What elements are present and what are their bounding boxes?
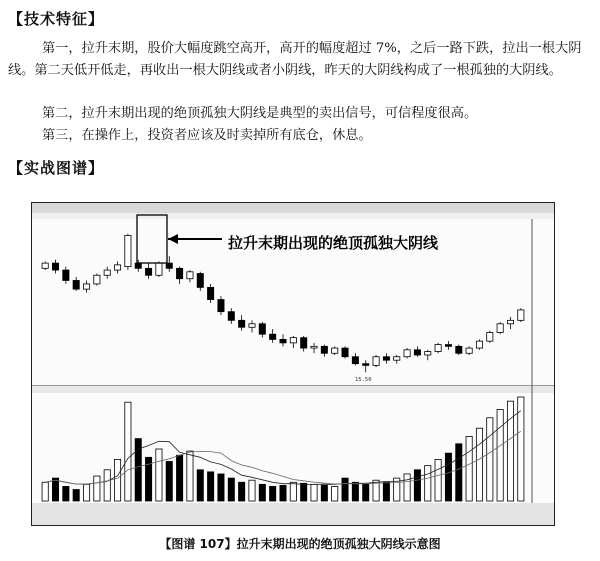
volume-bar <box>507 401 513 501</box>
volume-bar <box>383 482 389 501</box>
volume-bar <box>114 459 120 501</box>
volume-bar <box>445 453 451 501</box>
candle-body <box>476 341 482 348</box>
callout-arrow-head <box>168 234 178 244</box>
candle-body <box>321 346 327 353</box>
volume-bar <box>425 466 431 501</box>
volume-bar <box>352 482 358 501</box>
candle-body <box>197 274 203 288</box>
volume-bar <box>52 478 58 501</box>
section-heading-tech: 【技术特征】 <box>8 10 105 28</box>
candle-body <box>466 348 472 353</box>
candle-body <box>280 339 286 342</box>
candle-body <box>73 280 79 289</box>
candle-body <box>435 345 441 352</box>
volume-bar <box>176 455 182 501</box>
volume-bar <box>270 486 276 501</box>
volume-bar <box>435 459 441 501</box>
low-price-label: 15.50 <box>355 377 372 383</box>
candle-body <box>125 235 131 266</box>
candle-body <box>218 300 224 312</box>
candle-body <box>104 270 110 275</box>
candle-body <box>114 265 120 270</box>
volume-bar <box>156 449 162 501</box>
volume-bar <box>280 485 286 501</box>
candle-body <box>239 320 245 327</box>
candle-body <box>363 364 369 366</box>
candle-body <box>373 357 379 366</box>
candle-body <box>52 263 58 270</box>
volume-bar <box>321 485 327 501</box>
candle-body <box>404 350 410 357</box>
candle-body <box>342 348 348 357</box>
candle-body <box>270 334 276 339</box>
volume-bar <box>249 480 255 501</box>
candle-body <box>456 346 462 353</box>
volume-bar <box>301 483 307 501</box>
candle-body <box>352 357 358 364</box>
volume-bar <box>42 482 48 501</box>
volume-bar <box>104 470 110 501</box>
candle-body <box>425 352 431 355</box>
volume-bar <box>166 461 172 501</box>
candle-body <box>259 324 265 334</box>
candle-body <box>518 310 524 320</box>
candle-body <box>414 350 420 355</box>
candle-body <box>507 320 513 323</box>
volume-bar <box>497 409 503 501</box>
volume-bar <box>332 486 338 501</box>
candle-body <box>135 263 141 268</box>
volume-bar <box>73 490 79 501</box>
candle-body <box>208 287 214 299</box>
paragraph-1: 第一，拉升末期，股价大幅度跳空高开，高开的幅度超过 7%，之后一路下跌，拉出一根大阴线。第二天低开低走，再收出一根大阴线或者小阴线，昨天的大阴线构成了一根孤独的大阴线。 <box>8 41 582 78</box>
candle-body <box>332 348 338 353</box>
volume-bar <box>94 476 100 501</box>
volume-bar <box>456 444 462 501</box>
candle-body <box>166 263 172 268</box>
volume-bar <box>135 439 141 501</box>
info-strip <box>32 213 555 219</box>
volume-bar <box>218 474 224 501</box>
volume-bar <box>208 472 214 501</box>
volume-bar <box>476 428 482 501</box>
candle-body <box>445 345 451 347</box>
callout-label: 拉升末期出现的绝顶孤独大阴线 <box>228 234 439 252</box>
volume-bar <box>187 451 193 501</box>
candle-body <box>394 357 400 360</box>
candle-body <box>94 275 100 284</box>
candle-body <box>83 284 89 289</box>
candle-body <box>156 263 162 275</box>
section-heading-chart: 【实战图谱】 <box>8 159 105 177</box>
volume-bar <box>290 482 296 501</box>
volume-bar <box>125 402 131 501</box>
bottom-tab-bar <box>32 503 555 526</box>
candle-body <box>249 324 255 327</box>
candle-body <box>301 338 307 348</box>
candle-body <box>187 272 193 279</box>
candle-body <box>290 338 296 343</box>
paragraph-3: 第三，在操作上，投资者应该及时卖掉所有底仓，休息。 <box>42 128 372 143</box>
volume-bar <box>487 418 493 501</box>
candle-body <box>383 357 389 360</box>
candle-body <box>63 270 69 280</box>
volume-bar <box>197 470 203 501</box>
stock-chart-figure <box>31 202 555 526</box>
toolbar-strip <box>32 203 555 213</box>
candle-body <box>176 268 182 278</box>
volume-info-strip <box>32 386 555 393</box>
volume-bar <box>466 437 472 501</box>
volume-bar <box>342 478 348 501</box>
candle-body <box>228 312 234 321</box>
volume-bar <box>63 486 69 501</box>
volume-bar <box>228 478 234 501</box>
paragraph-2: 第二，拉升末期出现的绝顶孤独大阴线是典型的卖出信号，可信程度很高。 <box>42 106 478 121</box>
volume-bar <box>404 474 410 501</box>
volume-bar <box>414 470 420 501</box>
candle-body <box>42 263 48 268</box>
candle-body <box>487 332 493 341</box>
volume-bar <box>259 484 265 501</box>
candle-body <box>145 268 151 275</box>
candle-body <box>497 324 503 333</box>
volume-bar <box>311 484 317 501</box>
volume-bar <box>239 482 245 501</box>
candle-body <box>311 346 317 348</box>
volume-bar <box>83 484 89 501</box>
volume-bar <box>363 484 369 501</box>
figure-caption: 【图谱 107】拉升末期出现的绝顶孤独大阴线示意图 <box>159 537 441 551</box>
highlight-box <box>137 215 167 263</box>
